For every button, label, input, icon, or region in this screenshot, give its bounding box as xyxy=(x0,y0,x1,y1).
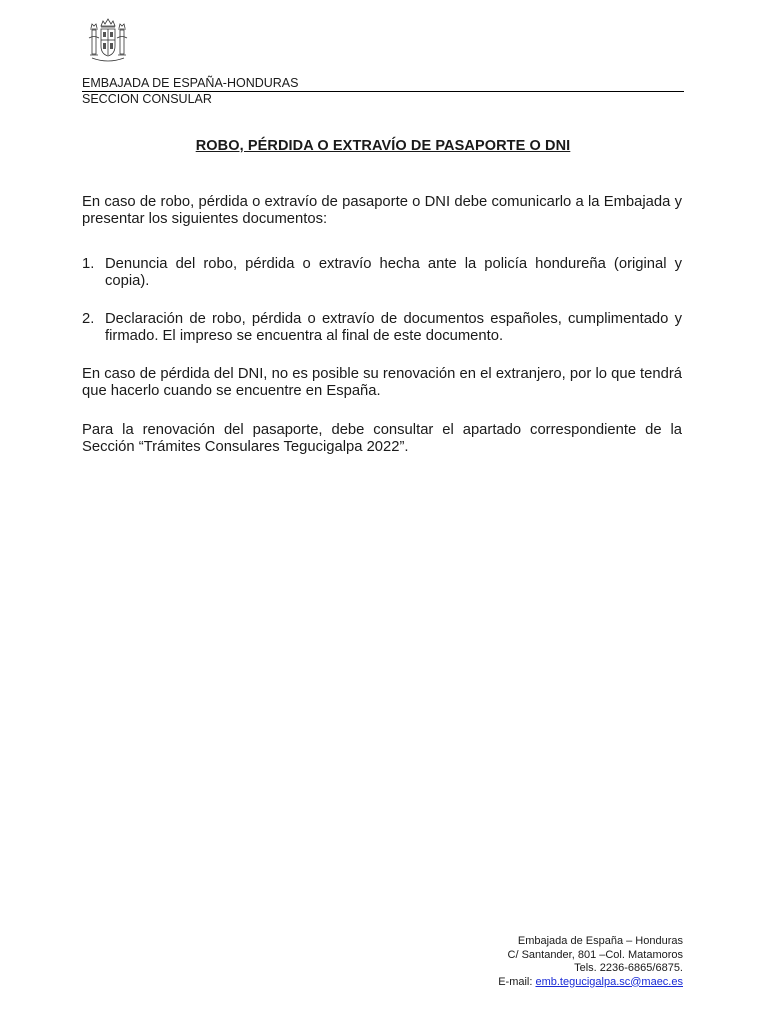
dni-paragraph: En caso de pérdida del DNI, no es posible su renovación en el extranjero, por lo que tendrá que hacerlo cuando se encuentre en España. xyxy=(82,366,682,399)
list-item-text: Declaración de robo, pérdida o extravío de documentos españoles, cumplimentado y firmado. El impreso se encuentra al final de este documento. xyxy=(105,311,682,344)
document-title: ROBO, PÉRDIDA O EXTRAVÍO DE PASAPORTE O DNI xyxy=(195,138,571,154)
list-item-text: Denuncia del robo, pérdida o extravío hecha ante la policía hondureña (original y copia). xyxy=(105,256,682,289)
passport-renewal-paragraph: Para la renovación del pasaporte, debe consultar el apartado correspondiente de la Sección “Trámites Consulares Tegucigalpa 2022”. xyxy=(82,422,682,455)
footer-email-line xyxy=(498,976,683,990)
footer-address: C/ Santander, 801 –Col. Matamoros xyxy=(507,948,683,961)
embassy-name: EMBAJADA DE ESPAÑA-HONDURAS xyxy=(82,76,684,92)
list-item-number: 1. xyxy=(82,256,95,272)
list-item xyxy=(82,311,682,345)
section-name: SECCION CONSULAR xyxy=(82,92,212,106)
list-item xyxy=(82,256,682,290)
footer-contact xyxy=(498,935,683,989)
footer-email-label: E-mail: xyxy=(498,975,536,988)
intro-paragraph: En caso de robo, pérdida o extravío de pasaporte o DNI debe comunicarlo a la Embajada y presentar los siguientes documentos: xyxy=(82,194,682,227)
footer-embassy: Embajada de España – Honduras xyxy=(517,935,683,947)
footer-phones: Tels. 2236-6865/6875. xyxy=(574,962,683,974)
list-item-number: 2. xyxy=(82,311,95,327)
letterhead xyxy=(82,76,684,107)
spain-coat-of-arms-icon xyxy=(84,18,132,64)
email-link[interactable]: emb.tegucigalpa.sc@maec.es xyxy=(535,975,683,988)
